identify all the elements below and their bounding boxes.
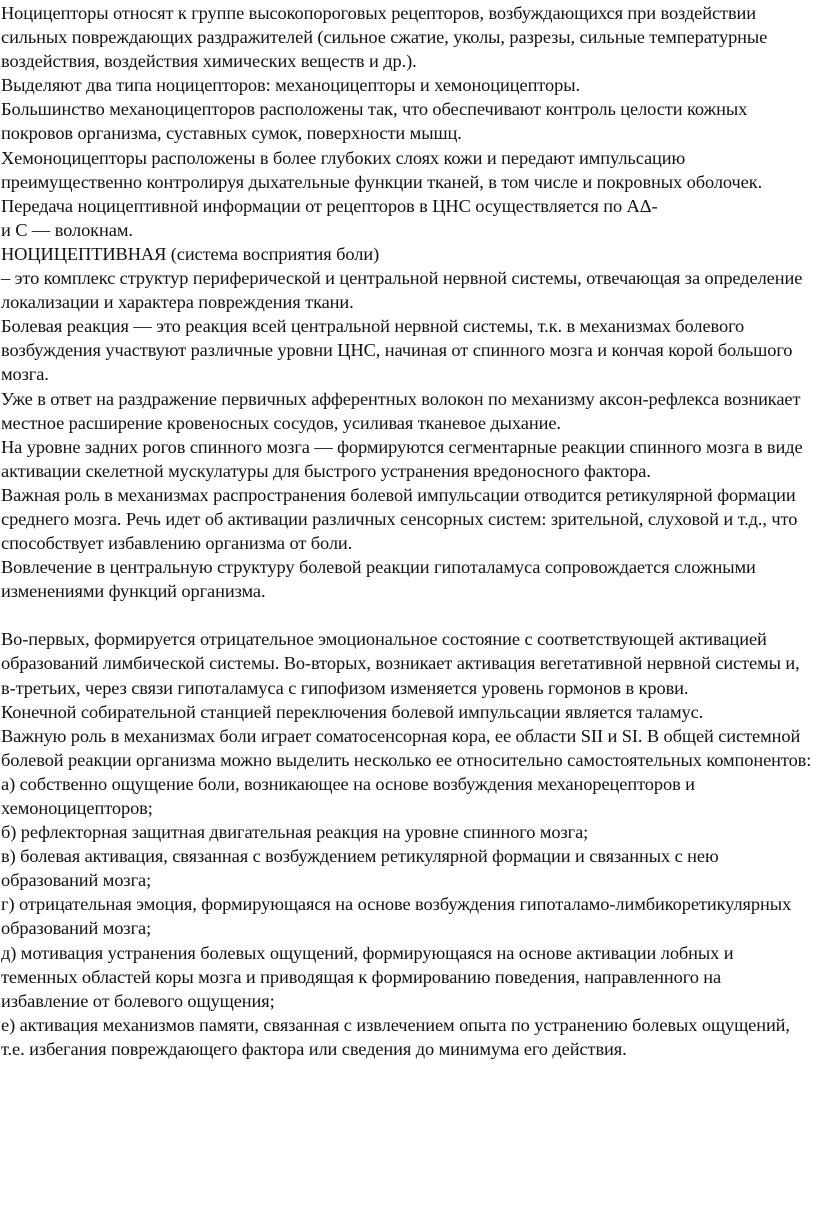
- list-item-f: е) активация механизмов памяти, связанная с извлечением опыта по устранению болевых ощущений, т.е. избегания повреждающего фактора или сведения до минимума его действия.: [1, 1014, 790, 1059]
- paragraph-chemonociceptors: Хемоноцицепторы расположены в более глубоких слоях кожи и передают импульсацию преимущественно контролируя дыхательные функции тканей, в том числе и покровных оболочек.: [1, 147, 763, 192]
- paragraph-somatosensory-cortex: Важную роль в механизмах боли играет соматосенсорная кора, ее области SII и SI. В общей системной болевой реакции организма можно выделить несколько ее относительно самостоятельных компонентов:: [1, 725, 812, 770]
- paragraph-transmission: Передача ноцицептивной информации от рецепторов в ЦНС осуществляется по АΔ- и С — волокнам.: [1, 195, 658, 240]
- list-item-a: а) собственно ощущение боли, возникающее на основе возбуждения механорецепторов и хемоноцицепторов;: [1, 773, 695, 818]
- paragraph-hypothalamus: Вовлечение в центральную структуру болевой реакции гипоталамуса сопровождается сложными изменениями функций организма.: [1, 557, 756, 602]
- paragraph-pain-reaction: Болевая реакция — это реакция всей центральной нервной системы, т.к. в механизмах болевого возбуждения участвуют различные уровни ЦНС, начиная от спинного мозга и кончая корой большого мозга.: [1, 316, 793, 385]
- paragraph-spinal-level: На уровне задних рогов спинного мозга — формируются сегментарные реакции спинного мозга в виде активации скелетной мускулатуры для быстрого устранения вредоносного фактора.: [1, 436, 803, 481]
- list-item-e: д) мотивация устранения болевых ощущений, формирующаяся на основе активации лобных и теменных областей коры мозга и приводящая к формированию поведения, направленного на избавление от болевого ощущения;: [1, 942, 734, 1011]
- list-item-c: в) болевая активация, связанная с возбуждением ретикулярной формации и связанных с нею образований мозга;: [1, 846, 719, 891]
- list-item-d: г) отрицательная эмоция, формирующаяся на основе возбуждения гипоталамо-лимбикоретикулярных образований мозга;: [1, 894, 792, 939]
- paragraph-thalamus: Конечной собирательной станцией переключения болевой импульсации является таламус.: [1, 701, 704, 722]
- paragraph-nociceptive-system: НОЦИЦЕПТИВНАЯ (система восприятия боли) – это комплекс структур периферической и центральной нервной системы, отвечающая за определение локализации и характера повреждения ткани.: [1, 243, 803, 313]
- paragraph-nociceptors-definition: Ноцицепторы относят к группе высокопороговых рецепторов, возбуждающихся при воздействии сильных повреждающих раздражителей (сильное сжатие, уколы, разрезы, сильные температурные воздействия, воздействия химических веществ и др.).: [1, 3, 768, 72]
- list-item-b: б) рефлекторная защитная двигательная реакция на уровне спинного мозга;: [1, 822, 589, 843]
- paragraph-two-types: Выделяют два типа ноцицепторов: механоцицепторы и хемоноцицепторы.: [1, 75, 580, 96]
- paragraph-emotional-state: Во-первых, формируется отрицательное эмоциональное состояние с соответствующей активацией образований лимбической системы. Во-вторых, возникает активация вегетативной нервной системы и, в-третьих, через связи гипоталамуса с гипофизом изменяется уровень гормонов в крови.: [1, 629, 800, 698]
- paragraph-reticular-formation: Важная роль в механизмах распространения болевой импульсации отводится ретикулярной формации среднего мозга. Речь идет об активации различных сенсорных систем: зрительной, слуховой и т.д., что способствует избавлению организма от боли.: [1, 484, 798, 554]
- paragraph-axon-reflex: Уже в ответ на раздражение первичных афферентных волокон по механизму аксон-рефлекса возникает местное расширение кровеносных сосудов, усиливая тканевое дыхание.: [1, 388, 801, 433]
- paragraph-mechanonociceptors: Большинство механоцицепторов расположены так, что обеспечивают контроль целости кожных покровов организма, суставных сумок, поверхности мышц.: [1, 99, 748, 144]
